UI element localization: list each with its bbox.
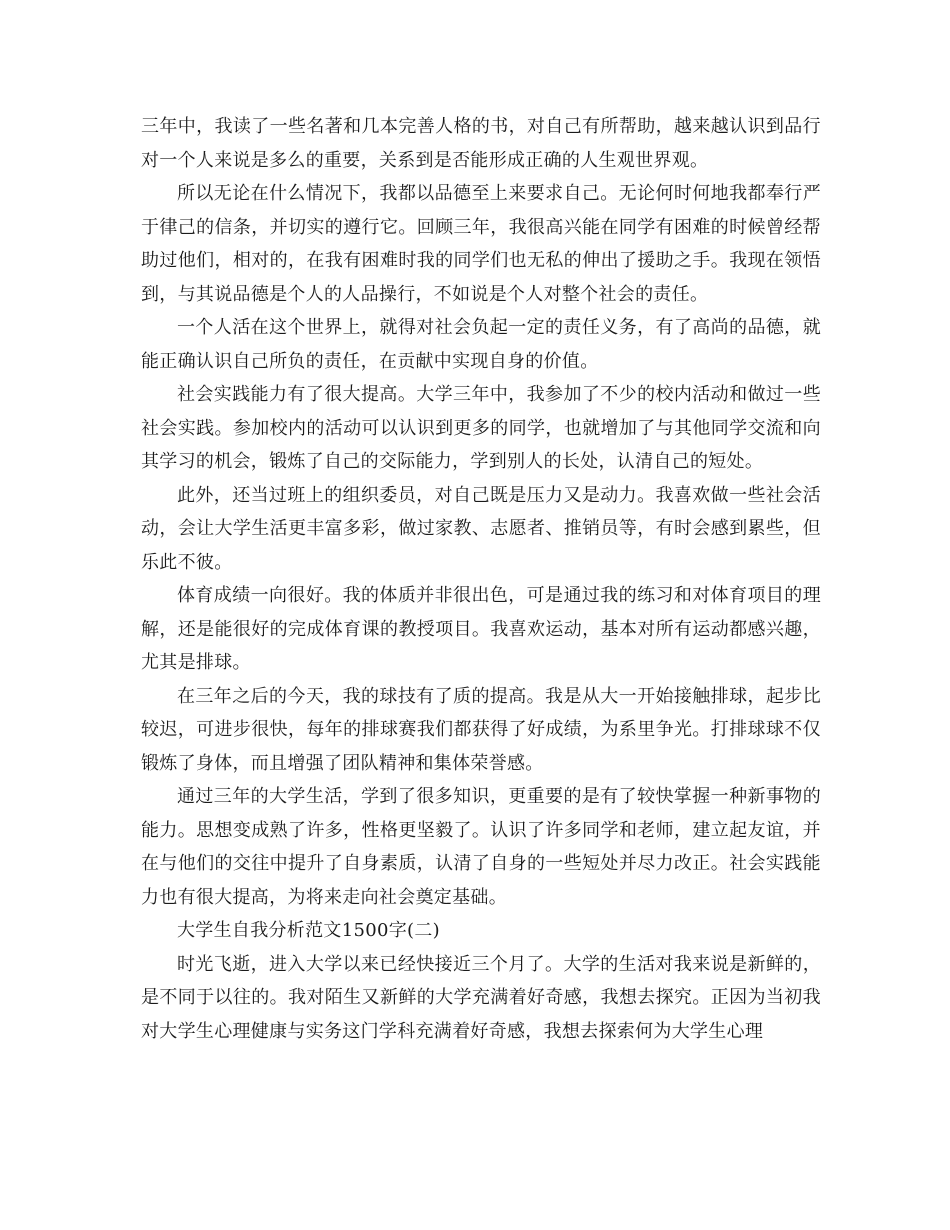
paragraph-7: 在三年之后的今天，我的球技有了质的提高。我是从大一开始接触排球，起步比较迟，可进步很快，每年的排球赛我们都获得了好成绩，为系里争光。打排球球不仅锻炼了身体，而且增强了团队精神和集体荣誉感。 xyxy=(141,685,821,774)
paragraph-4: 社会实践能力有了很大提高。大学三年中，我参加了不少的校内活动和做过一些社会实践。参加校内的活动可以认识到更多的同学，也就增加了与其他同学交流和向其学习的机会，锻炼了自己的交际能力，学到别人的长处，认清自己的短处。 xyxy=(141,384,821,472)
paragraph-6: 体育成绩一向很好。我的体质并非很出色，可是通过我的练习和对体育项目的理解，还是能很好的完成体育课的教授项目。我喜欢运动，基本对所有运动都感兴趣，尤其是排球。 xyxy=(141,585,821,673)
paragraph-3: 一个人活在这个世界上，就得对社会负起一定的责任义务，有了高尚的品德，就能正确认识自己所负的责任，在贡献中实现自身的价值。 xyxy=(141,317,821,372)
section-heading: 大学生自我分析范文1500字(二) xyxy=(177,920,440,941)
document-body xyxy=(141,110,821,1048)
paragraph-1: 三年中，我读了一些名著和几本完善人格的书，对自己有所帮助，越来越认识到品行对一个人来说是多么的重要，关系到是否能形成正确的人生观世界观。 xyxy=(141,116,821,171)
paragraph-2: 所以无论在什么情况下，我都以品德至上来要求自己。无论何时何地我都奉行严于律己的信条，并切实的遵行它。回顾三年，我很高兴能在同学有困难的时候曾经帮助过他们，相对的，在我有困难时我的同学们也无私的伸出了援助之手。我现在领悟到，与其说品德是个人的人品操行，不如说是个人对整个社会的责任。 xyxy=(141,183,821,305)
paragraph-5: 此外，还当过班上的组织委员，对自己既是压力又是动力。我喜欢做一些社会活动，会让大学生活更丰富多彩，做过家教、志愿者、推销员等，有时会感到累些，但乐此不彼。 xyxy=(141,484,821,573)
paragraph-9: 时光飞逝，进入大学以来已经快接近三个月了。大学的生活对我来说是新鲜的，是不同于以往的。我对陌生又新鲜的大学充满着好奇感，我想去探究。正因为当初我对大学生心理健康与实务这门学科充满着好奇感，我想去探索何为大学生心理 xyxy=(141,953,821,1042)
paragraph-8: 通过三年的大学生活，学到了很多知识，更重要的是有了较快掌握一种新事物的能力。思想变成熟了许多，性格更坚毅了。认识了许多同学和老师，建立起友谊，并在与他们的交往中提升了自身素质，认清了自身的一些短处并尽力改正。社会实践能力也有很大提高，为将来走向社会奠定基础。 xyxy=(141,786,821,908)
